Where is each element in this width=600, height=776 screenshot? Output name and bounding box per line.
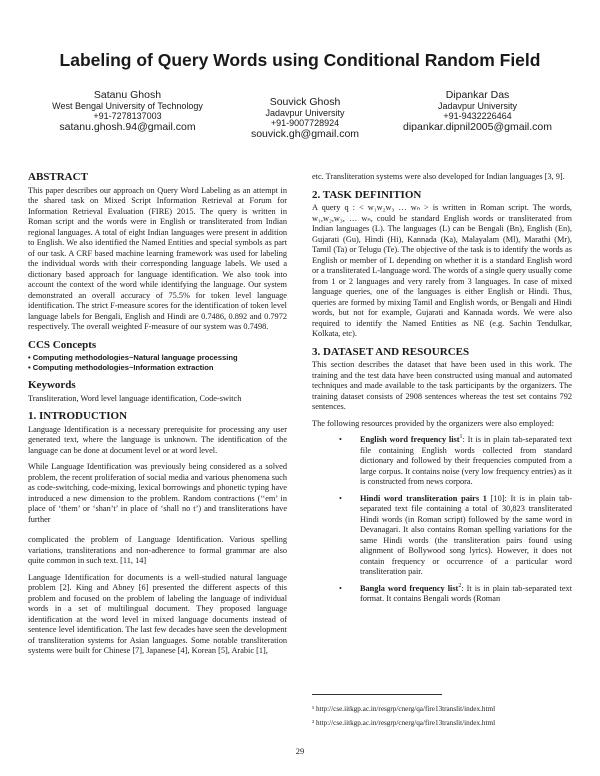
bullet-icon: • (339, 493, 342, 503)
list-item (312, 584, 572, 605)
ccs-heading: CCS Concepts (28, 338, 97, 351)
intro-paragraph: Language Identification for documents is a well-studied natural language problem [2]. King and Abney [6] presented the different aspects of this problem and focused on the problem of labeling the language of individual words in a set of multilingual document. They proposed language identification at the word level in mixed language documents instead of sentence level identification. The last few decades have seen the development of transliteration systems for Asian languages. Some notable transliteration systems were built for Chinese [7], Japanese [4], Korean [5], Arabic [1], (28, 572, 287, 655)
footnote-2[interactable]: ² http://cse.iitkgp.ac.in/resgrp/cnerg/qa/fire13translit/index.html (312, 719, 496, 727)
author-affiliation: West Bengal University of Technology (52, 101, 203, 111)
dataset-paragraph: The following resources provided by the organizers were also employed: (312, 418, 554, 428)
keywords-heading: Keywords (28, 379, 76, 391)
page-number: 29 (295, 746, 305, 756)
author-block-1 (40, 89, 215, 133)
dataset-heading: 3. DATASET AND RESOURCES (312, 345, 470, 358)
author-affiliation: Jadavpur University (437, 101, 518, 111)
footnote-divider (312, 694, 442, 695)
resource-list (312, 435, 572, 605)
resource-title: Bangla word frequency list (360, 583, 459, 593)
resource-title: English word frequency list (360, 435, 460, 444)
intro-paragraph: While Language Identification was previously being considered as a solved problem, the recent proliferation of social media and various phenomena such as code-switching, code-mixing, lexical borrowings and phonetic typing have introduced a new dimension to the problem. Random contractions (‘‘em’ in place of ‘them’ or ‘shan’t’ in place of ‘shall no t’) and transliterations have further (28, 462, 287, 524)
keywords-text: Transliteration, Word level language identification, Code-switch (28, 393, 242, 403)
author-name: Dipankar Das (445, 89, 510, 101)
intro-paragraph: Language Identification is a necessary prerequisite for processing any user generated text, where the language is unknown. The identification of the language can be done at document level or at word level. (28, 424, 287, 455)
author-name: Souvick Ghosh (269, 96, 341, 108)
author-phone: +91-9007728924 (270, 118, 340, 128)
abstract-heading: ABSTRACT (28, 171, 88, 183)
footnote-mark: 1 (459, 434, 463, 441)
abstract-text: This paper describes our approach on Query Word Labeling as an attempt in the shared task on Mixed Script Information Retrieval at Forum for Information Retrieval Evaluation (FIRE) 2015. The query is written in Roman script and the words were in English or transliterated from Indian regional languages. A total of eight Indian languages were present in addition to English. We also identified the Named Entities and special symbols as part of our task. A CRF based machine learning framework was used for labeling the individual words with their corresponding language labels. We used a dictionary based approach for language identification. We also took into account the context of the word while identifying the language. Our system demonstrated an overall accuracy of 75.5% for token level language identification. The strict F-measure scores for the identification of token level language labels for Bengali, English and Hindi are 0.7486, 0.892 and 0.7972 respectively. The overall weighted F-measure of our system was 0.7498. (28, 185, 287, 331)
ccs-item: • Computing methodologies~Information extraction (28, 363, 214, 372)
paper-title: Labeling of Query Words using Conditional Random Field (59, 50, 541, 70)
author-name: Satanu Ghosh (93, 89, 162, 101)
resource-title: Hindi word transliteration pairs 1 (360, 493, 487, 503)
footnotes (312, 702, 572, 730)
bullet-icon: • (339, 583, 342, 593)
resource-description: [10]: It is in plain tab-separated text file containing a total of 30,823 transliterated Hindi words (in Roman script) followed by the same word in Devanagari. It also contains Roman spelling variations for the same Hindi words (the transliteration pairs found using alignment of Bollywood song lyrics). However, it does not contain frequency or occurrence of a particular word transliteration pair. (360, 493, 572, 576)
resource-description: : It is in plain tab-separated text file containing English words collected from standard dictionary and followed by their frequencies computed from a large corpus. It contains noise (very low frequency entries) as it is constructed from news corpora. (360, 435, 572, 486)
footnote-mark: 2 (458, 582, 462, 589)
author-affiliation: Jadavpur University (265, 108, 345, 118)
left-column (28, 172, 287, 663)
author-block-2 (230, 96, 380, 140)
resource-description: : It is in plain tab-separated text format. It contains Bengali words (Roman (360, 583, 572, 603)
intro-paragraph: complicated the problem of Language Identification. Various spelling variations, transliterations and non-adherence to formal grammar are also quite common in such text. [11, 14] (28, 535, 287, 565)
continued-text: etc. Transliteration systems were also developed for Indian languages [3, 9]. (312, 172, 565, 181)
author-phone: +91-7278137003 (93, 111, 162, 121)
list-item (312, 435, 572, 488)
author-email: souvick.gh@gmail.com (250, 128, 360, 140)
author-block-3 (385, 89, 570, 133)
ccs-item: • Computing methodologies~Natural language processing (28, 353, 238, 362)
list-item (312, 494, 572, 578)
footnote-1[interactable]: ¹ http://cse.iitkgp.ac.in/resgrp/cnerg/qa/fire13translit/index.html (312, 705, 496, 713)
author-email: satanu.ghosh.94@gmail.com (59, 121, 196, 133)
task-paragraph: A query q : < w₁w₂w₃ … wₙ > is written in Roman script. The words, w₁,w₂,w₃, … wₙ, could be standard English words or transliterated from Indian languages (L). The languages (L) can be Bengali (Bn), English (En), Gujarati (Gu), Hindi (Hi), Kannada (Ka), Malayalam (Ml), Marathi (Mr), Tamil (Ta) or Telugu (Te). The objective of the task is to identify the words as English or member of L depending on whether it is a standard English word or a transliterated L-language word. The words of a single query usually come from 1 or 2 languages and very rarely from 3 languages. In case of mixed language queries, one of the languages is either English or Hindi. Thus, queries are formed by mixing Tamil and English words, or Bengali and Hindi words, but not for example, Gujarati and Kannada words. We were also required to identify the Named Entities as NE (e.g. Sachin Tendulkar, Kolkata, etc). (312, 203, 572, 338)
task-definition-heading: 2. TASK DEFINITION (312, 188, 422, 201)
introduction-heading: 1. INTRODUCTION (28, 410, 128, 422)
author-phone: +91-9432226464 (443, 111, 512, 121)
dataset-paragraph: This section describes the dataset that have been used in this work. The training and the test data have been constructed using manual and automated techniques and made available to the task participants by the organizers. The training dataset consists of 2908 sentences whereas the test set contains 792 sentences. (312, 360, 572, 411)
author-email: dipankar.dipnil2005@gmail.com (403, 121, 552, 133)
right-column (312, 172, 572, 611)
bullet-icon: • (339, 435, 342, 444)
